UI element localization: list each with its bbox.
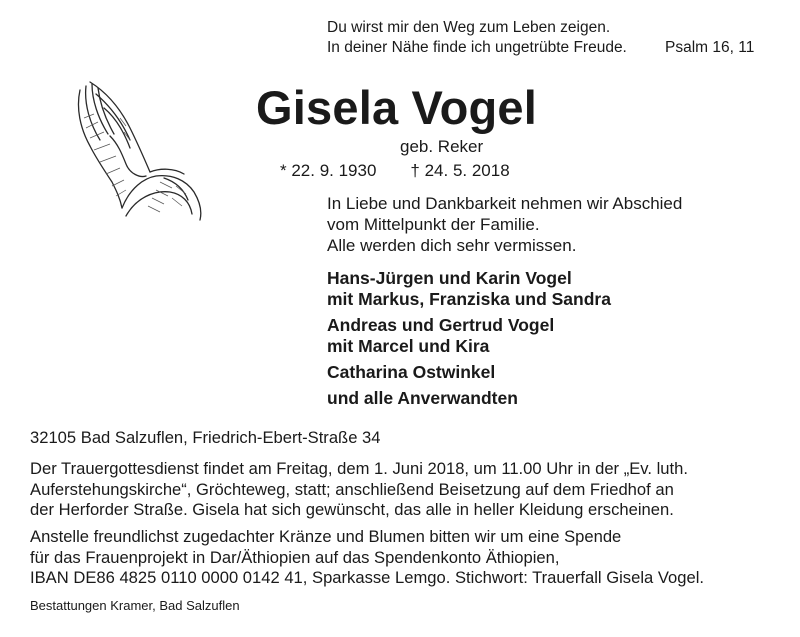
service-line: der Herforder Straße. Gisela hat sich gewünscht, das alle in heller Kleidung erscheinen. — [30, 500, 674, 519]
death-date: † 24. 5. 2018 — [410, 161, 510, 180]
service-info — [30, 459, 688, 521]
birth-date: * 22. 9. 1930 — [280, 161, 377, 180]
farewell-line: vom Mittelpunkt der Familie. — [327, 215, 540, 234]
birth-name: geb. Reker — [400, 137, 484, 156]
donation-line: Anstelle freundlichst zugedachter Kränze und Blumen bitten wir um eine Spende — [30, 527, 622, 546]
donation-line: IBAN DE86 4825 0110 0000 0142 41, Sparkasse Lemgo. Stichwort: Trauerfall Gisela Vogel. — [30, 568, 704, 587]
farewell-line: Alle werden dich sehr vermissen. — [327, 236, 577, 255]
family-line: Andreas und Gertrud Vogel — [327, 315, 555, 335]
service-line: Auferstehungskirche“, Gröchteweg, statt; anschließend Beisetzung auf dem Friedhof an — [30, 479, 674, 499]
funeral-home: Bestattungen Kramer, Bad Salzuflen — [30, 598, 240, 613]
family-list — [327, 268, 611, 409]
verse-line-1: Du wirst mir den Weg zum Leben zeigen. — [327, 19, 611, 36]
address: 32105 Bad Salzuflen, Friedrich-Ebert-Straße 34 — [30, 428, 381, 447]
verse-line-2: In deiner Nähe finde ich ungetrübte Freude. — [327, 39, 627, 56]
verse-reference: Psalm 16, 11 — [665, 39, 755, 56]
praying-hands-icon — [60, 78, 210, 223]
farewell-text — [327, 193, 682, 256]
family-line: mit Markus, Franziska und Sandra — [327, 289, 611, 309]
service-line: Der Trauergottesdienst findet am Freitag, dem 1. Juni 2018, um 11.00 Uhr in der „Ev. luth. — [30, 459, 688, 478]
family-line: Hans-Jürgen und Karin Vogel — [327, 268, 572, 288]
family-line: Catharina Ostwinkel — [327, 362, 496, 382]
life-dates — [280, 160, 510, 182]
donation-line: für das Frauenprojekt in Dar/Äthiopien auf das Spendenkonto Äthiopien, — [30, 547, 560, 567]
deceased-name: Gisela Vogel — [256, 81, 538, 134]
farewell-line: In Liebe und Dankbarkeit nehmen wir Abschied — [327, 194, 683, 213]
family-line: und alle Anverwandten — [327, 388, 518, 408]
family-line: mit Marcel und Kira — [327, 336, 490, 356]
donation-info — [30, 527, 704, 589]
